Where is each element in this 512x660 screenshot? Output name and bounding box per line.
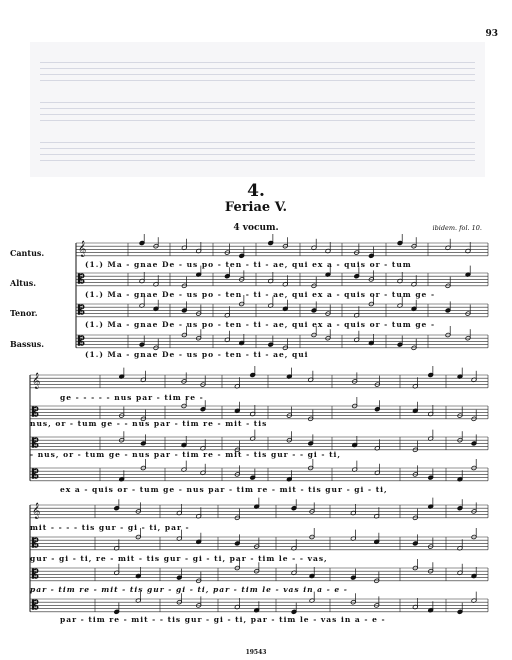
lyric-line: par - tim re - mit - - tis gur - gi - ti, par - tim le - vas in a - e -: [60, 615, 386, 624]
c-clef-icon: 𝄡: [32, 405, 39, 419]
voice-name-altus: Altus.: [10, 278, 37, 288]
page-number: 93: [485, 29, 498, 39]
c-clef-icon: 𝄡: [32, 467, 39, 481]
piece-number: 4.: [247, 181, 265, 201]
lyric-line: nus, or - tum ge - - nus par - tim re - mit - tis: [30, 419, 268, 428]
c-clef-icon: 𝄡: [32, 536, 39, 550]
lyric-line: ex a - quis or - tum ge - nus par - tim re - mit - tis gur - gi - ti,: [60, 485, 388, 494]
lyric-line: ge - - - - - nus par - tim re -: [60, 393, 204, 402]
piece-title: Feriae V.: [224, 200, 288, 215]
voice-name-bassus: Bassus.: [10, 339, 45, 349]
clef-icon: 𝄞: [32, 373, 41, 389]
c-clef-icon: 𝄡: [32, 598, 39, 612]
voice-name-cantus: Cantus.: [10, 248, 45, 258]
voice-name-tenor: Tenor.: [10, 308, 38, 318]
c-clef-icon: 𝄡: [32, 567, 39, 581]
lyric-line: par - tim re - mit - tis gur - gi - ti, par - tim le - vas in a - e -: [30, 585, 348, 594]
footer-code: 19543: [245, 649, 267, 656]
c-clef-icon: 𝄡: [78, 334, 85, 348]
c-clef-icon: 𝄡: [78, 303, 85, 317]
lyric-line: gur - gi - ti, re - mit - tis gur - gi - ti, par - tim le - - vas,: [30, 554, 328, 563]
lyric-line: mit - - - - tis gur - gi - ti, par -: [30, 523, 190, 532]
source-reference: ibidem. fol. 10.: [432, 224, 482, 232]
lyric-line: (1.) Ma - gnae De - us po - ten - ti - ae, qui ex a - quis or - tum ge -: [85, 290, 436, 299]
voices-count: 4 vocum.: [233, 223, 279, 233]
clef-icon: 𝄞: [78, 241, 87, 257]
lyric-line: (1.) Ma - gnae De - us po - ten - ti - ae, qui: [85, 350, 309, 359]
lyric-line: (1.) Ma - gnae De - us po - ten - ti - ae, qui ex a - quis or - tum: [85, 260, 412, 269]
clef-icon: 𝄞: [32, 503, 41, 519]
c-clef-icon: 𝄡: [78, 272, 85, 286]
lyric-line: - nus, or - tum ge - nus par - tim re - mit - tis gur - - gi - ti,: [30, 450, 342, 459]
lyric-line: (1.) Ma - gnae De - us po - ten - ti - ae, qui ex a - quis or - tum ge -: [85, 320, 436, 329]
c-clef-icon: 𝄡: [32, 436, 39, 450]
